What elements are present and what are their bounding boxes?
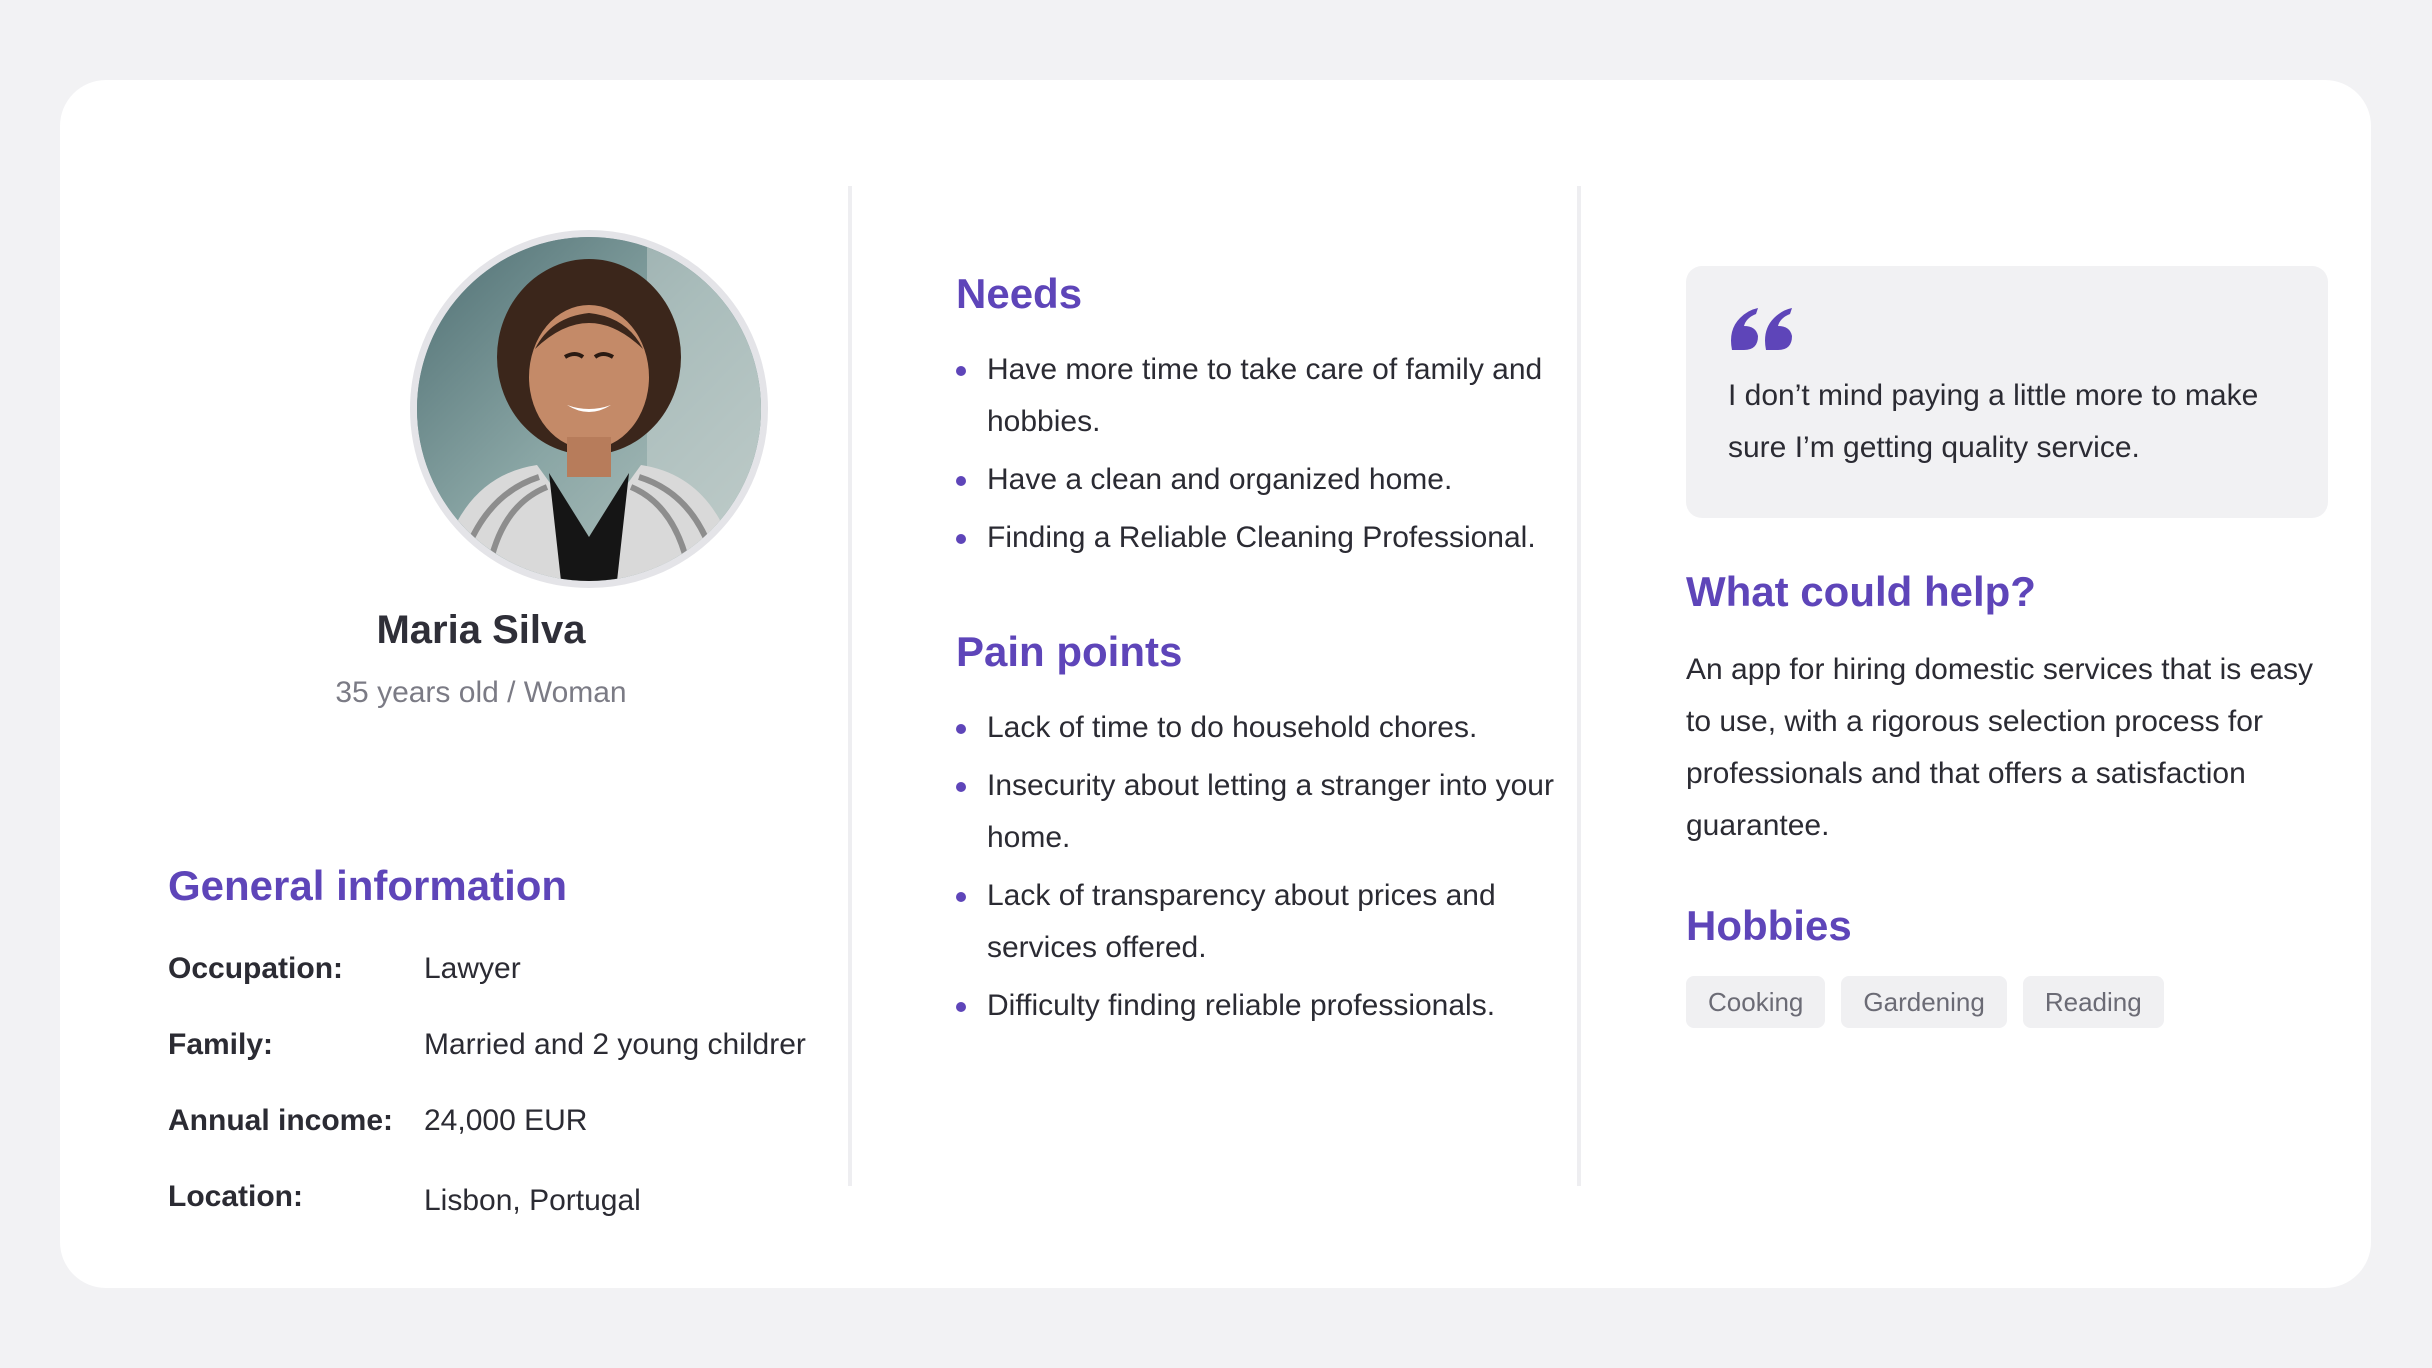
hobby-tags [1686, 976, 2328, 1028]
hobby-tag: Gardening [1841, 976, 2006, 1028]
list-item: Lack of time to do household chores. [956, 702, 1596, 754]
persona-card [60, 80, 2371, 1288]
help-text: An app for hiring domestic services that is easy to use, with a rigorous selection process for professionals and that offers a satisfaction guarantee. [1686, 653, 2313, 842]
needs-list [956, 344, 1596, 564]
persona-photo [417, 237, 761, 581]
list-item: Lack of transparency about prices and services offered. [956, 870, 1596, 974]
needs-pain-column [956, 270, 1596, 1038]
info-label: Family: [168, 1028, 274, 1061]
pain-points-title: Pain points [956, 628, 1183, 675]
persona-age-gender: 35 years old / Woman [335, 676, 627, 709]
quote-box [1686, 266, 2328, 518]
info-value: Lawyer [424, 952, 521, 985]
list-item: Finding a Reliable Cleaning Professional. [956, 512, 1596, 564]
general-info-title: General information [168, 862, 568, 909]
persona-name: Maria Silva [376, 608, 586, 652]
pain-points-list [956, 702, 1596, 1032]
hobby-tag: Reading [2023, 976, 2164, 1028]
help-title: What could help? [1686, 568, 2036, 615]
list-item: Have a clean and organized home. [956, 454, 1596, 506]
info-label: Annual income: [168, 1104, 394, 1137]
quote-text: I don’t mind paying a little more to make sure I’m getting quality service. [1728, 379, 2259, 464]
info-value: Married and 2 young childrer [424, 1028, 806, 1061]
quote-icon [1728, 304, 1794, 354]
hobby-tag: Cooking [1686, 976, 1825, 1028]
list-item: Difficulty finding reliable professionals. [956, 980, 1596, 1032]
list-item: Insecurity about letting a stranger into your home. [956, 760, 1596, 864]
insights-column [1686, 266, 2328, 1028]
list-item: Have more time to take care of family and hobbies. [956, 344, 1596, 448]
info-value: 24,000 EUR [424, 1104, 588, 1137]
needs-title: Needs [956, 270, 1083, 317]
info-value: Lisbon, Portugal [424, 1184, 641, 1217]
hobbies-title: Hobbies [1686, 902, 1852, 949]
info-label: Occupation: [168, 952, 344, 985]
avatar [410, 230, 768, 588]
info-label: Location: [168, 1180, 303, 1213]
